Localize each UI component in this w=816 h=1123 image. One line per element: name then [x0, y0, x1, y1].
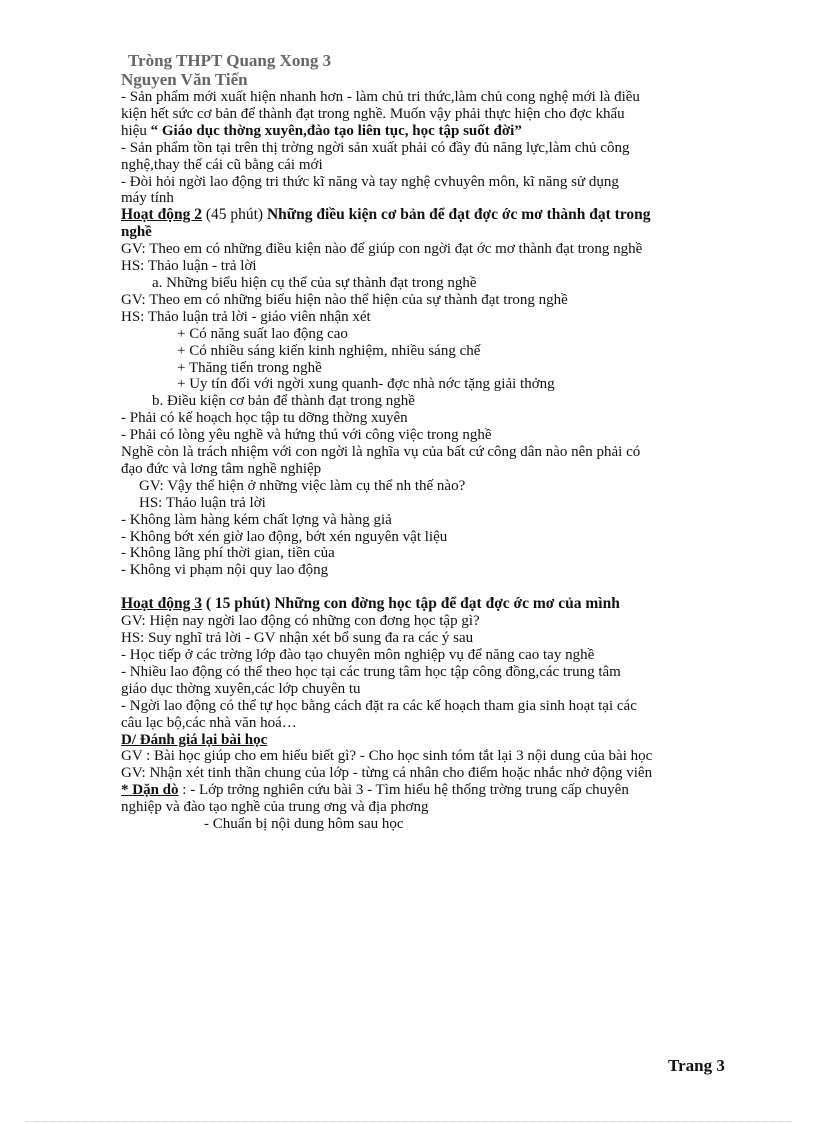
list-item: + Có nhiều sáng kiến kinh nghiệm, nhiều sáng chế: [177, 342, 481, 359]
text-line: nghiệp và đào tạo nghề của trung ơng và địa phơng: [121, 799, 429, 816]
list-item: - Không bớt xén giờ lao động, bớt xén nguyên vật liệu: [121, 528, 448, 545]
page-number: Trang 3: [668, 1056, 725, 1075]
text-line: máy tính: [121, 190, 174, 207]
text-line: HS: Thảo luận trả lời: [139, 494, 266, 511]
text-line: - Phải có kế hoạch học tập tu dỡng thờng xuyên: [121, 410, 408, 427]
lesson-body: [121, 89, 741, 833]
homework-label: * Dặn dò: [121, 782, 179, 799]
slogan: “ Giáo dục thờng xuyên,đào tạo liên tục, học tập suốt đời”: [150, 122, 522, 139]
text-line: giáo dục thờng xuyên,các lớp chuyên tu: [121, 680, 361, 697]
text-line: Nghề còn là trách nhiệm với con ngời là nghĩa vụ của bất cứ công dân nào nên phải có: [121, 444, 641, 461]
page-border: [26, 1121, 792, 1122]
text-line: GV: Theo em có những điều kiện nào để giúp con ngời đạt ớc mơ thành đạt trong nghề: [121, 241, 643, 258]
text-line: HS: Thảo luận - trả lời: [121, 258, 257, 275]
activity-2-time: (45 phút): [201, 206, 267, 224]
homework-text: : - Lớp trởng nghiên cứu bài 3 - Tìm hiểu hệ thống trờng trung cấp chuyên: [178, 782, 629, 799]
text-line: - Chuẩn bị nội dung hôm sau học: [204, 816, 404, 833]
list-item: - Không lãng phí thời gian, tiền của: [121, 545, 335, 562]
activity-2-heading: [121, 207, 741, 224]
section-d-heading: D/ Đánh giá lại bài học: [121, 731, 268, 748]
list-item: - Nhiều lao động có thể theo học tại các trung tâm học tập công đồng,các trung tâm: [121, 663, 621, 680]
subheading-b: b. Điều kiện cơ bản để thành đạt trong nghề: [152, 393, 415, 410]
activity-2-title-cont: nghề: [121, 224, 152, 241]
text-span: hiệu: [121, 122, 151, 139]
text-line: GV: Hiện nay ngời lao động có những con đơng học tập gì?: [121, 613, 480, 630]
text-line: kiện hết sức cơ bản để thành đạt trong nghề. Muốn vậy phải thực hiện cho đợc khẩu: [121, 105, 625, 122]
teacher-name: Nguyen Văn Tiến: [121, 70, 248, 89]
text-line: câu lạc bộ,các nhà văn hoá…: [121, 714, 297, 731]
list-item: + Có năng suất lao động cao: [177, 325, 348, 342]
school-header: Tròng THPT Quang Xong 3: [128, 51, 332, 70]
text-line: - Sản phẩm tồn tại trên thị trờng ngời sản xuất phải có đầy đủ năng lực,làm chủ công: [121, 139, 630, 156]
activity-2-title: Những điều kiện cơ bản để đạt đợc ớc mơ thành đạt trong: [266, 206, 651, 224]
activity-2-label: Hoạt động 2: [121, 206, 202, 224]
list-item: - Học tiếp ở các trờng lớp đào tạo chuyên môn nghiệp vụ để năng cao tay nghề: [121, 647, 595, 663]
spacer: [121, 579, 741, 596]
activity-3-heading: [121, 596, 741, 613]
text-line: - Đòi hỏi ngời lao động tri thức kĩ năng và tay nghệ cvhuyên môn, kĩ năng sử dụng: [121, 173, 619, 190]
text-line: GV : Bài học giúp cho em hiểu biết gì? - Cho học sinh tóm tắt lại 3 nội dung của bài học: [121, 748, 653, 765]
activity-3-label: Hoạt động 3: [121, 595, 202, 613]
text-line: - Sản phẩm mới xuất hiện nhanh hơn - làm chủ tri thức,làm chủ cong nghệ mới là điều: [121, 89, 640, 105]
list-item: - Không làm hàng kém chất lợng và hàng giả: [121, 511, 392, 528]
list-item: - Ngời lao động có thể tự học bằng cách đặt ra các kế hoạch tham gia sinh hoạt tại các: [121, 697, 637, 714]
text-line: HS: Suy nghĩ trả lời - GV nhận xét bổ sung đa ra các ý sau: [121, 630, 474, 647]
list-item: + Uy tín đối với ngời xung quanh- đợc nhà nớc tặng giải thởng: [177, 376, 555, 393]
text-line: GV: Vậy thể hiện ở những việc làm cụ thể nh thế nào?: [139, 477, 466, 494]
text-line: nghệ,thay thế cái cũ bằng cái mới: [121, 156, 323, 173]
text-line: [121, 123, 741, 140]
activity-3-time: ( 15 phút): [201, 595, 275, 613]
text-line: GV: Nhận xét tinh thần chung của lớp - từng cá nhân cho điểm hoặc nhắc nhở động viên: [121, 765, 653, 782]
text-line: đạo đức và lơng tâm nghề nghiệp: [121, 460, 322, 477]
list-item: - Không vi phạm nội quy lao động: [121, 562, 329, 579]
homework-line: [121, 782, 741, 799]
activity-3-title: Những con đờng học tập để đạt đợc ớc mơ của mình: [274, 595, 620, 613]
text-line: GV: Theo em có những biểu hiện nào thể hiện của sự thành đạt trong nghề: [121, 291, 568, 308]
subheading-a: a. Những biểu hiện cụ thể của sự thành đạt trong nghề: [152, 274, 477, 291]
text-line: HS: Thảo luận trả lời - giáo viên nhận xét: [121, 308, 371, 325]
text-line: - Phải có lòng yêu nghề và hứng thú với công việc trong nghề: [121, 427, 492, 444]
list-item: + Thăng tiến trong nghề: [177, 359, 322, 376]
